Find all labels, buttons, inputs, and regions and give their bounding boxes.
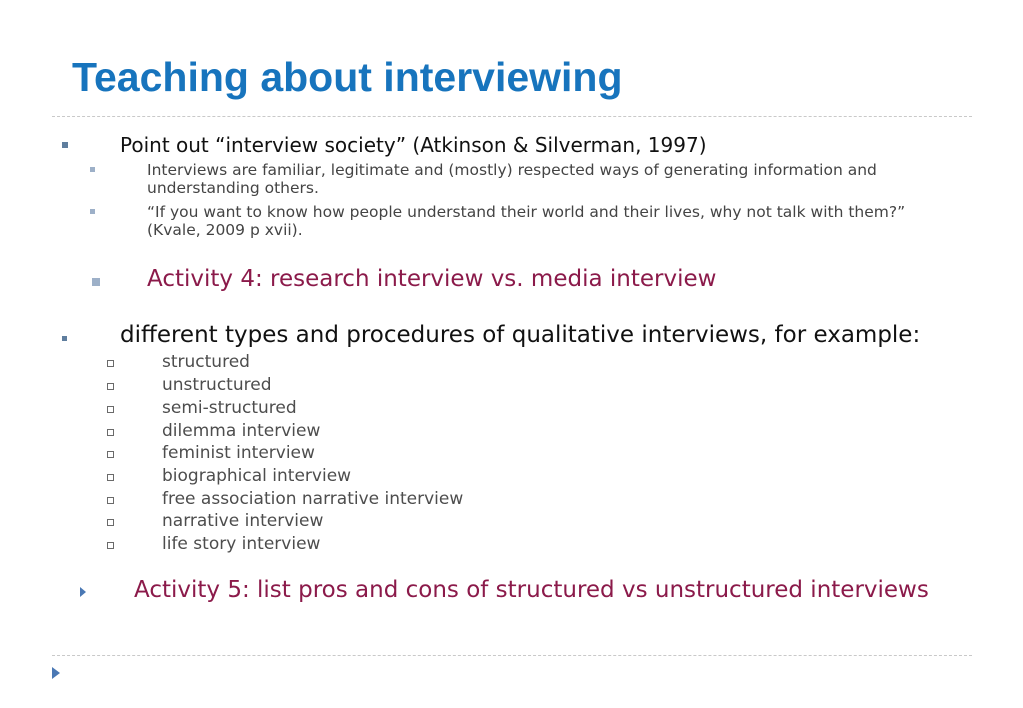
bullet-point-interview-society: Point out “interview society” (Atkinson & Silverman, 1997): [120, 133, 707, 157]
ring-bullet-icon: [107, 519, 114, 526]
activity-4: Activity 4: research interview vs. media interview: [147, 266, 717, 292]
type-item: feminist interview: [162, 443, 315, 463]
ring-bullet-icon: [107, 406, 114, 413]
top-divider: [52, 116, 972, 117]
type-item: dilemma interview: [162, 421, 321, 441]
type-item: semi-structured: [162, 398, 297, 418]
type-item: structured: [162, 352, 250, 372]
bullet-point-interview-types: different types and procedures of qualitative interviews, for example:: [120, 322, 921, 348]
play-arrow-icon[interactable]: [52, 667, 60, 679]
sub-bullet-square-icon: [90, 167, 95, 172]
activity-5: Activity 5: list pros and cons of structured vs unstructured interviews: [134, 577, 929, 603]
bullet-square-icon: [62, 142, 68, 148]
sub-bullet-square-icon: [92, 278, 100, 286]
ring-bullet-icon: [107, 451, 114, 458]
sub-bullet-square-icon: [90, 209, 95, 214]
ring-bullet-icon: [107, 360, 114, 367]
ring-bullet-icon: [107, 474, 114, 481]
sub-bullet-kvale-line1: “If you want to know how people understand their world and their lives, why not talk with them?”: [147, 203, 906, 221]
sub-bullet-kvale-line2: (Kvale, 2009 p xvii).: [147, 221, 303, 239]
slide-title: Teaching about interviewing: [72, 54, 623, 100]
ring-bullet-icon: [107, 497, 114, 504]
arrow-bullet-icon: [80, 587, 86, 597]
sub-bullet-familiar-line2: understanding others.: [147, 179, 319, 197]
sub-bullet-familiar-line1: Interviews are familiar, legitimate and (mostly) respected ways of generating information and: [147, 161, 877, 179]
type-item: biographical interview: [162, 466, 352, 486]
bottom-divider: [52, 655, 972, 656]
ring-bullet-icon: [107, 383, 114, 390]
ring-bullet-icon: [107, 429, 114, 436]
bullet-square-icon: [62, 336, 67, 341]
type-item: free association narrative interview: [162, 489, 464, 509]
type-item: unstructured: [162, 375, 272, 395]
type-item: life story interview: [162, 534, 321, 554]
ring-bullet-icon: [107, 542, 114, 549]
type-item: narrative interview: [162, 511, 324, 531]
